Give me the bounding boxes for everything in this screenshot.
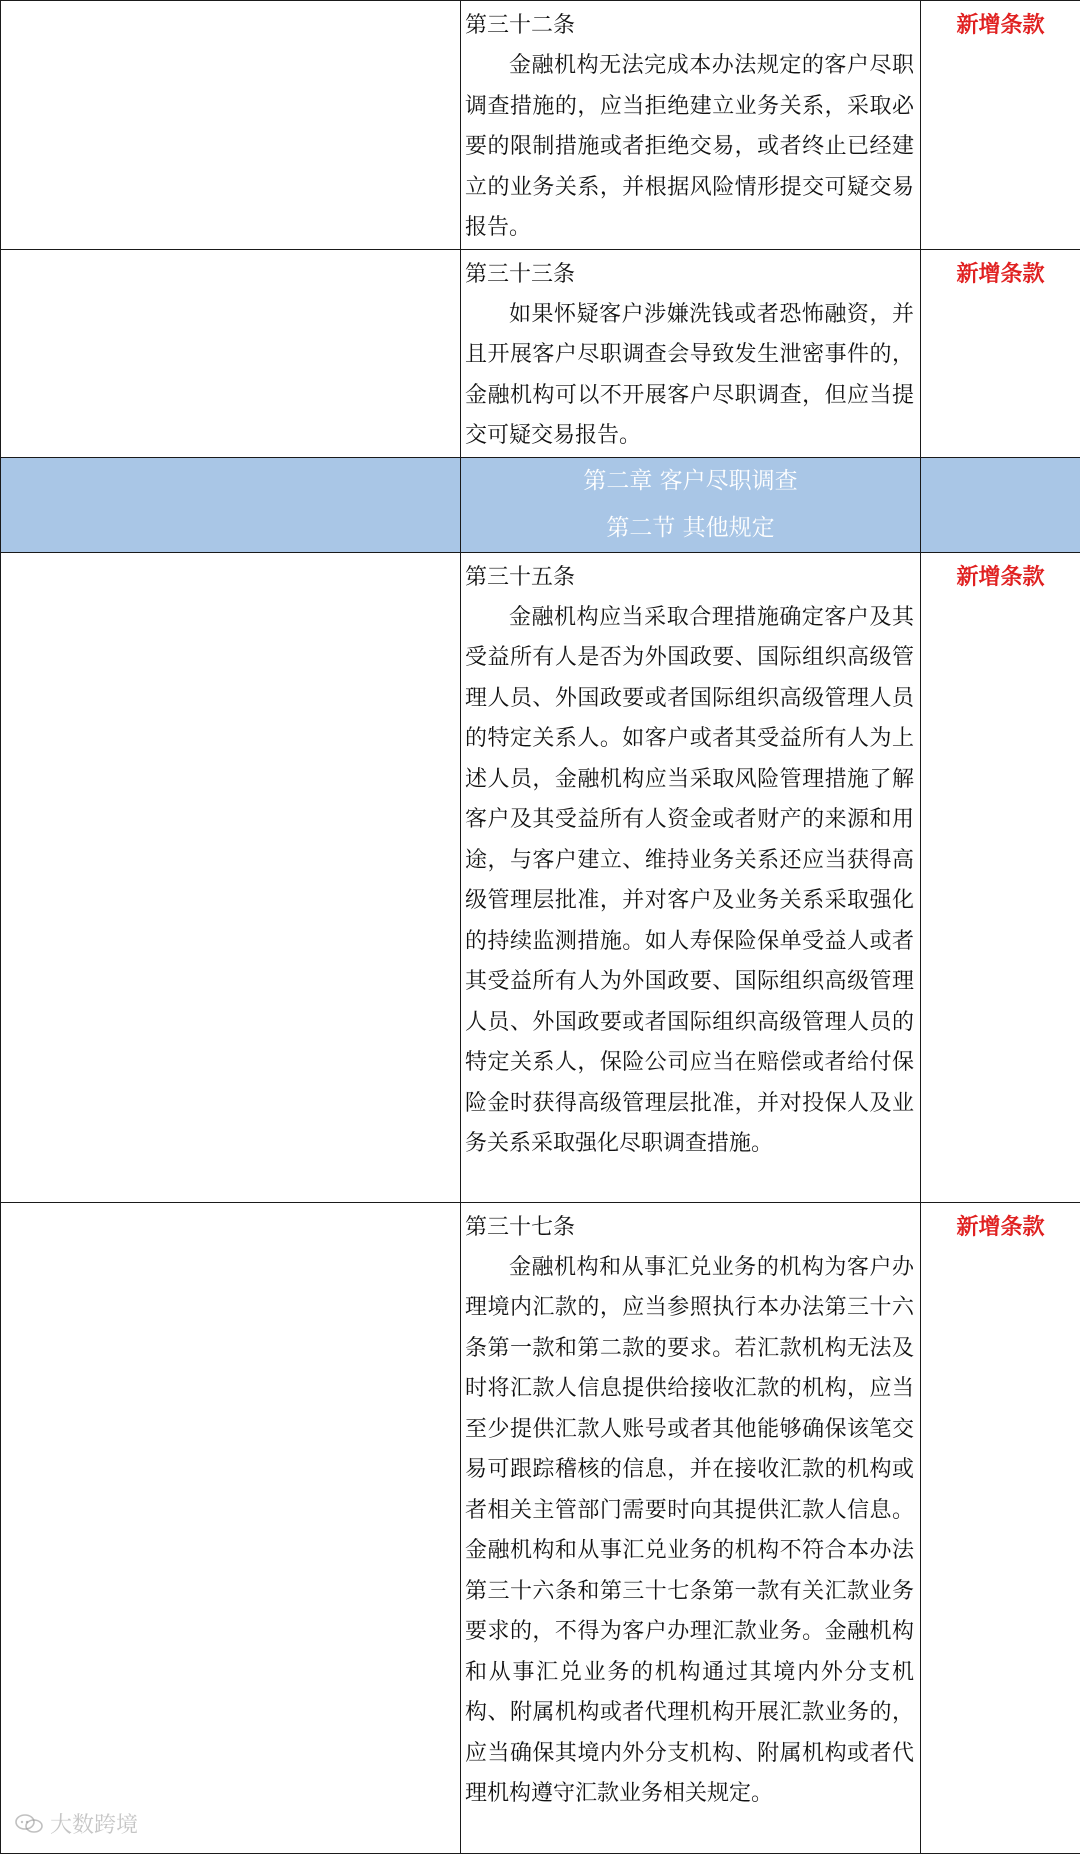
table-row bbox=[1, 249, 1080, 457]
old-text-cell bbox=[1, 552, 461, 1202]
new-clause-label: 新增条款 bbox=[956, 565, 1044, 590]
section-header-row bbox=[1, 457, 1080, 552]
article-body: 金融机构无法完成本办法规定的客户尽职调查措施的，应当拒绝建立业务关系，采取必要的限制措施或者拒绝交易，或者终止已经建立的业务关系，并根据风险情形提交可疑交易报告。 bbox=[465, 46, 914, 249]
old-text-cell bbox=[1, 1202, 461, 1853]
article-body: 金融机构和从事汇兑业务的机构为客户办理境内汇款的，应当参照执行本办法第三十六条第一款和第二款的要求。若汇款机构无法及时将汇款人信息提供给接收汇款的机构，应当至少提供汇款人账号或者其他能够确保该笔交易可跟踪稽核的信息，并在接收汇款的机构或者相关主管部门需要时向其提供汇款人信息。金融机构和从事汇兑业务的机构不符合本办法第三十六条和第三十七条第一款有关汇款业务要求的，不得为客户办理汇款业务。金融机构和从事汇兑业务的机构通过其境内外分支机构、附属机构或者代理机构开展汇款业务的，应当确保其境内外分支机构、附属机构或者代理机构遵守汇款业务相关规定。 bbox=[465, 1248, 914, 1815]
new-text-cell bbox=[461, 552, 921, 1202]
table-row bbox=[1, 1202, 1080, 1853]
new-clause-label: 新增条款 bbox=[956, 1215, 1044, 1240]
new-text-cell bbox=[461, 1202, 921, 1853]
table-row bbox=[1, 552, 1080, 1202]
article-title: 第三十三条 bbox=[465, 260, 914, 290]
new-text-cell bbox=[461, 249, 921, 457]
section-right-cell bbox=[921, 457, 1080, 552]
article-title: 第三十二条 bbox=[465, 11, 914, 41]
watermark bbox=[14, 1808, 138, 1839]
note-cell bbox=[921, 249, 1080, 457]
new-text-cell bbox=[461, 1, 921, 250]
old-text-cell bbox=[1, 1, 461, 250]
table-row bbox=[1, 1, 1080, 250]
article-body: 如果怀疑客户涉嫌洗钱或者恐怖融资，并且开展客户尽职调查会导致发生泄密事件的，金融机构可以不开展客户尽职调查，但应当提交可疑交易报告。 bbox=[465, 295, 914, 457]
old-text-cell bbox=[1, 249, 461, 457]
section-title: 第二节 其他规定 bbox=[461, 505, 920, 552]
section-left-cell bbox=[1, 457, 461, 552]
section-title-cell bbox=[461, 457, 921, 552]
article-title: 第三十七条 bbox=[465, 1213, 914, 1243]
note-cell bbox=[921, 552, 1080, 1202]
watermark-text: 大数跨境 bbox=[50, 1808, 138, 1839]
note-cell bbox=[921, 1, 1080, 250]
new-clause-label: 新增条款 bbox=[956, 262, 1044, 287]
chapter-title: 第二章 客户尽职调查 bbox=[461, 458, 920, 505]
article-body: 金融机构应当采取合理措施确定客户及其受益所有人是否为外国政要、国际组织高级管理人员、外国政要或者国际组织高级管理人员的特定关系人。如客户或者其受益所有人为上述人员，金融机构应当采取风险管理措施了解客户及其受益所有人资金或者财产的来源和用途，与客户建立、维持业务关系还应当获得高级管理层批准，并对客户及业务关系采取强化的持续监测措施。如人寿保险保单受益人或者其受益所有人为外国政要、国际组织高级管理人员、外国政要或者国际组织高级管理人员的特定关系人，保险公司应当在赔偿或者给付保险金时获得高级管理层批准，并对投保人及业务关系采取强化尽职调查措施。 bbox=[465, 598, 914, 1165]
note-cell bbox=[921, 1202, 1080, 1853]
article-title: 第三十五条 bbox=[465, 563, 914, 593]
chat-bubbles-icon bbox=[14, 1813, 44, 1835]
new-clause-label: 新增条款 bbox=[956, 13, 1044, 38]
